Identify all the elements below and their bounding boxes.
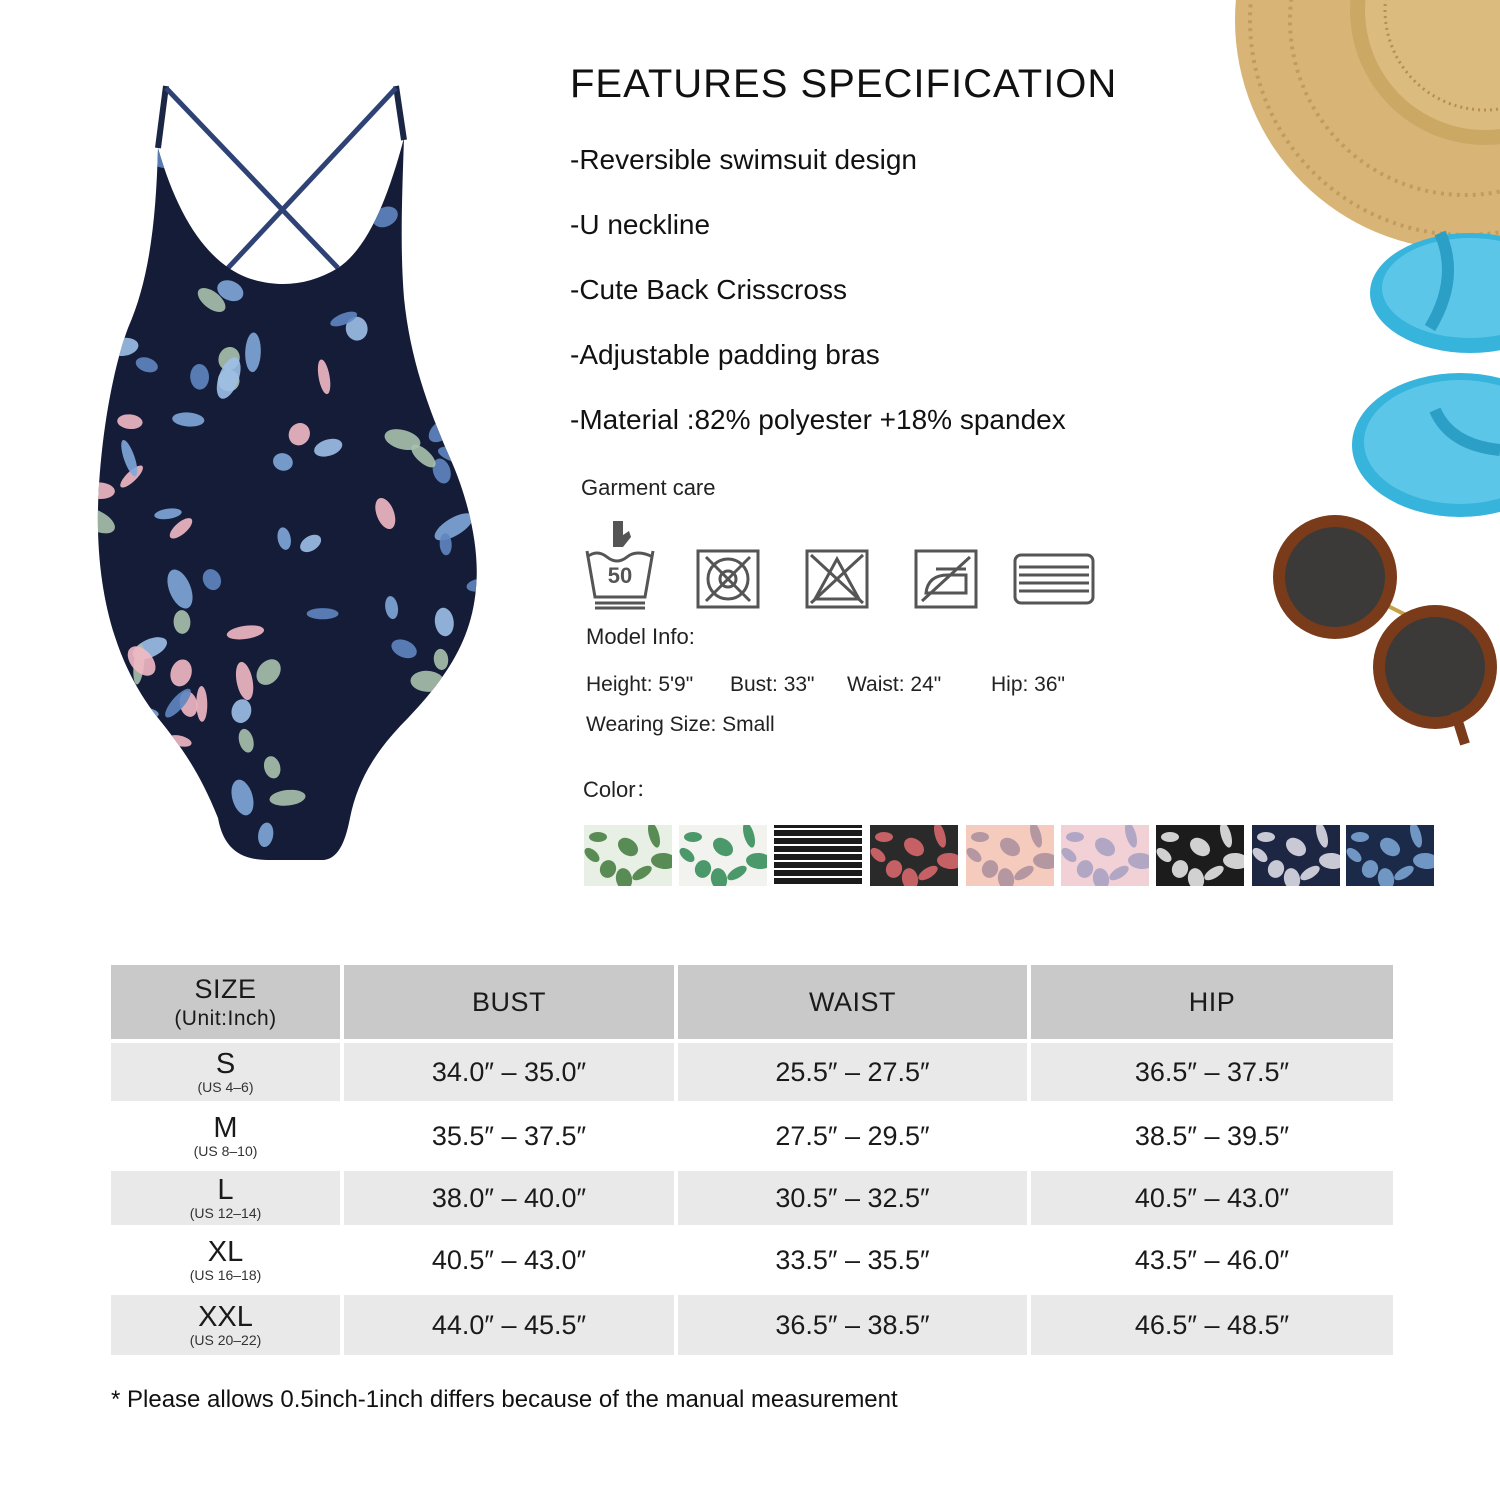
table-header-row <box>111 965 1393 1039</box>
hip-cell: 36.5″ – 37.5″ <box>1031 1039 1393 1101</box>
waist-cell: 33.5″ – 35.5″ <box>678 1225 1031 1291</box>
size-cell <box>111 1167 344 1225</box>
do-not-tumble-dry-icon <box>696 549 760 609</box>
pink-floral-swatch[interactable] <box>966 825 1054 886</box>
model-waist: Waist: 24" <box>847 673 942 696</box>
hand-wash-icon <box>583 517 657 612</box>
garment-care-title: Garment care <box>581 475 716 500</box>
tropical-leaf-swatch[interactable] <box>679 825 767 886</box>
size-cell <box>111 1039 344 1101</box>
size-letter: L <box>217 1174 234 1206</box>
do-not-bleach-icon <box>805 549 869 609</box>
size-letter: XL <box>207 1236 244 1268</box>
table-row <box>111 1167 1393 1225</box>
header-waist: WAIST <box>678 965 1031 1039</box>
header-unit-label: (Unit:Inch) <box>174 1006 277 1030</box>
bust-cell: 38.0″ – 40.0″ <box>344 1167 678 1225</box>
swimsuit-product-image <box>88 78 488 868</box>
table-row <box>111 1291 1393 1355</box>
model-hip: Hip: 36" <box>991 673 1065 696</box>
table-row <box>111 1101 1393 1167</box>
pineapple-pink-swatch[interactable] <box>1061 825 1149 886</box>
table-row <box>111 1225 1393 1291</box>
feature-item: -Material :82% polyester +18% spandex <box>570 404 1066 435</box>
feature-item: -Reversible swimsuit design <box>570 144 918 175</box>
measurement-disclaimer: * Please allows 0.5inch-1inch differs because of the manual measurement <box>111 1386 898 1413</box>
waist-cell: 27.5″ – 29.5″ <box>678 1101 1031 1167</box>
model-height: Height: 5'9" <box>586 673 694 696</box>
hip-cell: 46.5″ – 48.5″ <box>1031 1291 1393 1355</box>
white-flower-black-swatch[interactable] <box>1156 825 1244 886</box>
us-size: (US 12–14) <box>189 1205 262 1221</box>
do-not-iron-icon <box>914 549 978 609</box>
us-size: (US 20–22) <box>189 1332 262 1348</box>
us-size: (US 8–10) <box>193 1143 258 1159</box>
model-stats <box>586 673 1065 697</box>
blue-leaf-navy-swatch[interactable] <box>1346 825 1434 886</box>
green-palm-leaf-swatch[interactable] <box>584 825 672 886</box>
us-size: (US 16–18) <box>189 1267 262 1283</box>
hip-cell: 43.5″ – 46.0″ <box>1031 1225 1393 1291</box>
model-info-title: Model Info: <box>586 624 695 649</box>
hip-cell: 40.5″ – 43.0″ <box>1031 1167 1393 1225</box>
wash-temperature-label: 50 <box>607 563 633 588</box>
header-hip: HIP <box>1031 965 1393 1039</box>
sunglasses-image <box>1250 512 1500 747</box>
feature-item: -U neckline <box>570 209 711 240</box>
model-wearing-size: Wearing Size: Small <box>586 713 775 736</box>
table-row <box>111 1039 1393 1101</box>
white-lily-navy-swatch[interactable] <box>1252 825 1340 886</box>
size-chart-table <box>111 965 1393 1355</box>
header-size <box>111 965 344 1039</box>
size-letter: XXL <box>198 1301 253 1333</box>
size-cell <box>111 1225 344 1291</box>
waist-cell: 30.5″ – 32.5″ <box>678 1167 1031 1225</box>
model-bust: Bust: 33" <box>730 673 815 696</box>
flip-flop-image <box>1350 370 1500 520</box>
header-bust: BUST <box>344 965 678 1039</box>
bust-cell: 40.5″ – 43.0″ <box>344 1225 678 1291</box>
bust-cell: 44.0″ – 45.5″ <box>344 1291 678 1355</box>
us-size: (US 4–6) <box>197 1079 254 1095</box>
waist-cell: 36.5″ – 38.5″ <box>678 1291 1031 1355</box>
feature-item: -Adjustable padding bras <box>570 339 880 370</box>
size-cell <box>111 1101 344 1167</box>
features-title: FEATURES SPECIFICATION <box>570 62 1118 106</box>
size-letter: S <box>215 1048 236 1080</box>
color-title: Color： <box>583 777 658 802</box>
waist-cell: 25.5″ – 27.5″ <box>678 1039 1031 1101</box>
bust-cell: 35.5″ – 37.5″ <box>344 1101 678 1167</box>
bust-cell: 34.0″ – 35.0″ <box>344 1039 678 1101</box>
feature-list <box>570 142 1066 467</box>
header-size-label: SIZE <box>194 973 257 1004</box>
feature-item: -Cute Back Crisscross <box>570 274 847 305</box>
size-letter: M <box>213 1112 238 1144</box>
hip-cell: 38.5″ – 39.5″ <box>1031 1101 1393 1167</box>
red-rose-black-swatch[interactable] <box>870 825 958 886</box>
dry-flat-icon <box>1013 553 1095 605</box>
size-cell <box>111 1291 344 1355</box>
flip-flop-image <box>1370 218 1500 358</box>
black-white-stripe-swatch[interactable] <box>774 825 862 886</box>
